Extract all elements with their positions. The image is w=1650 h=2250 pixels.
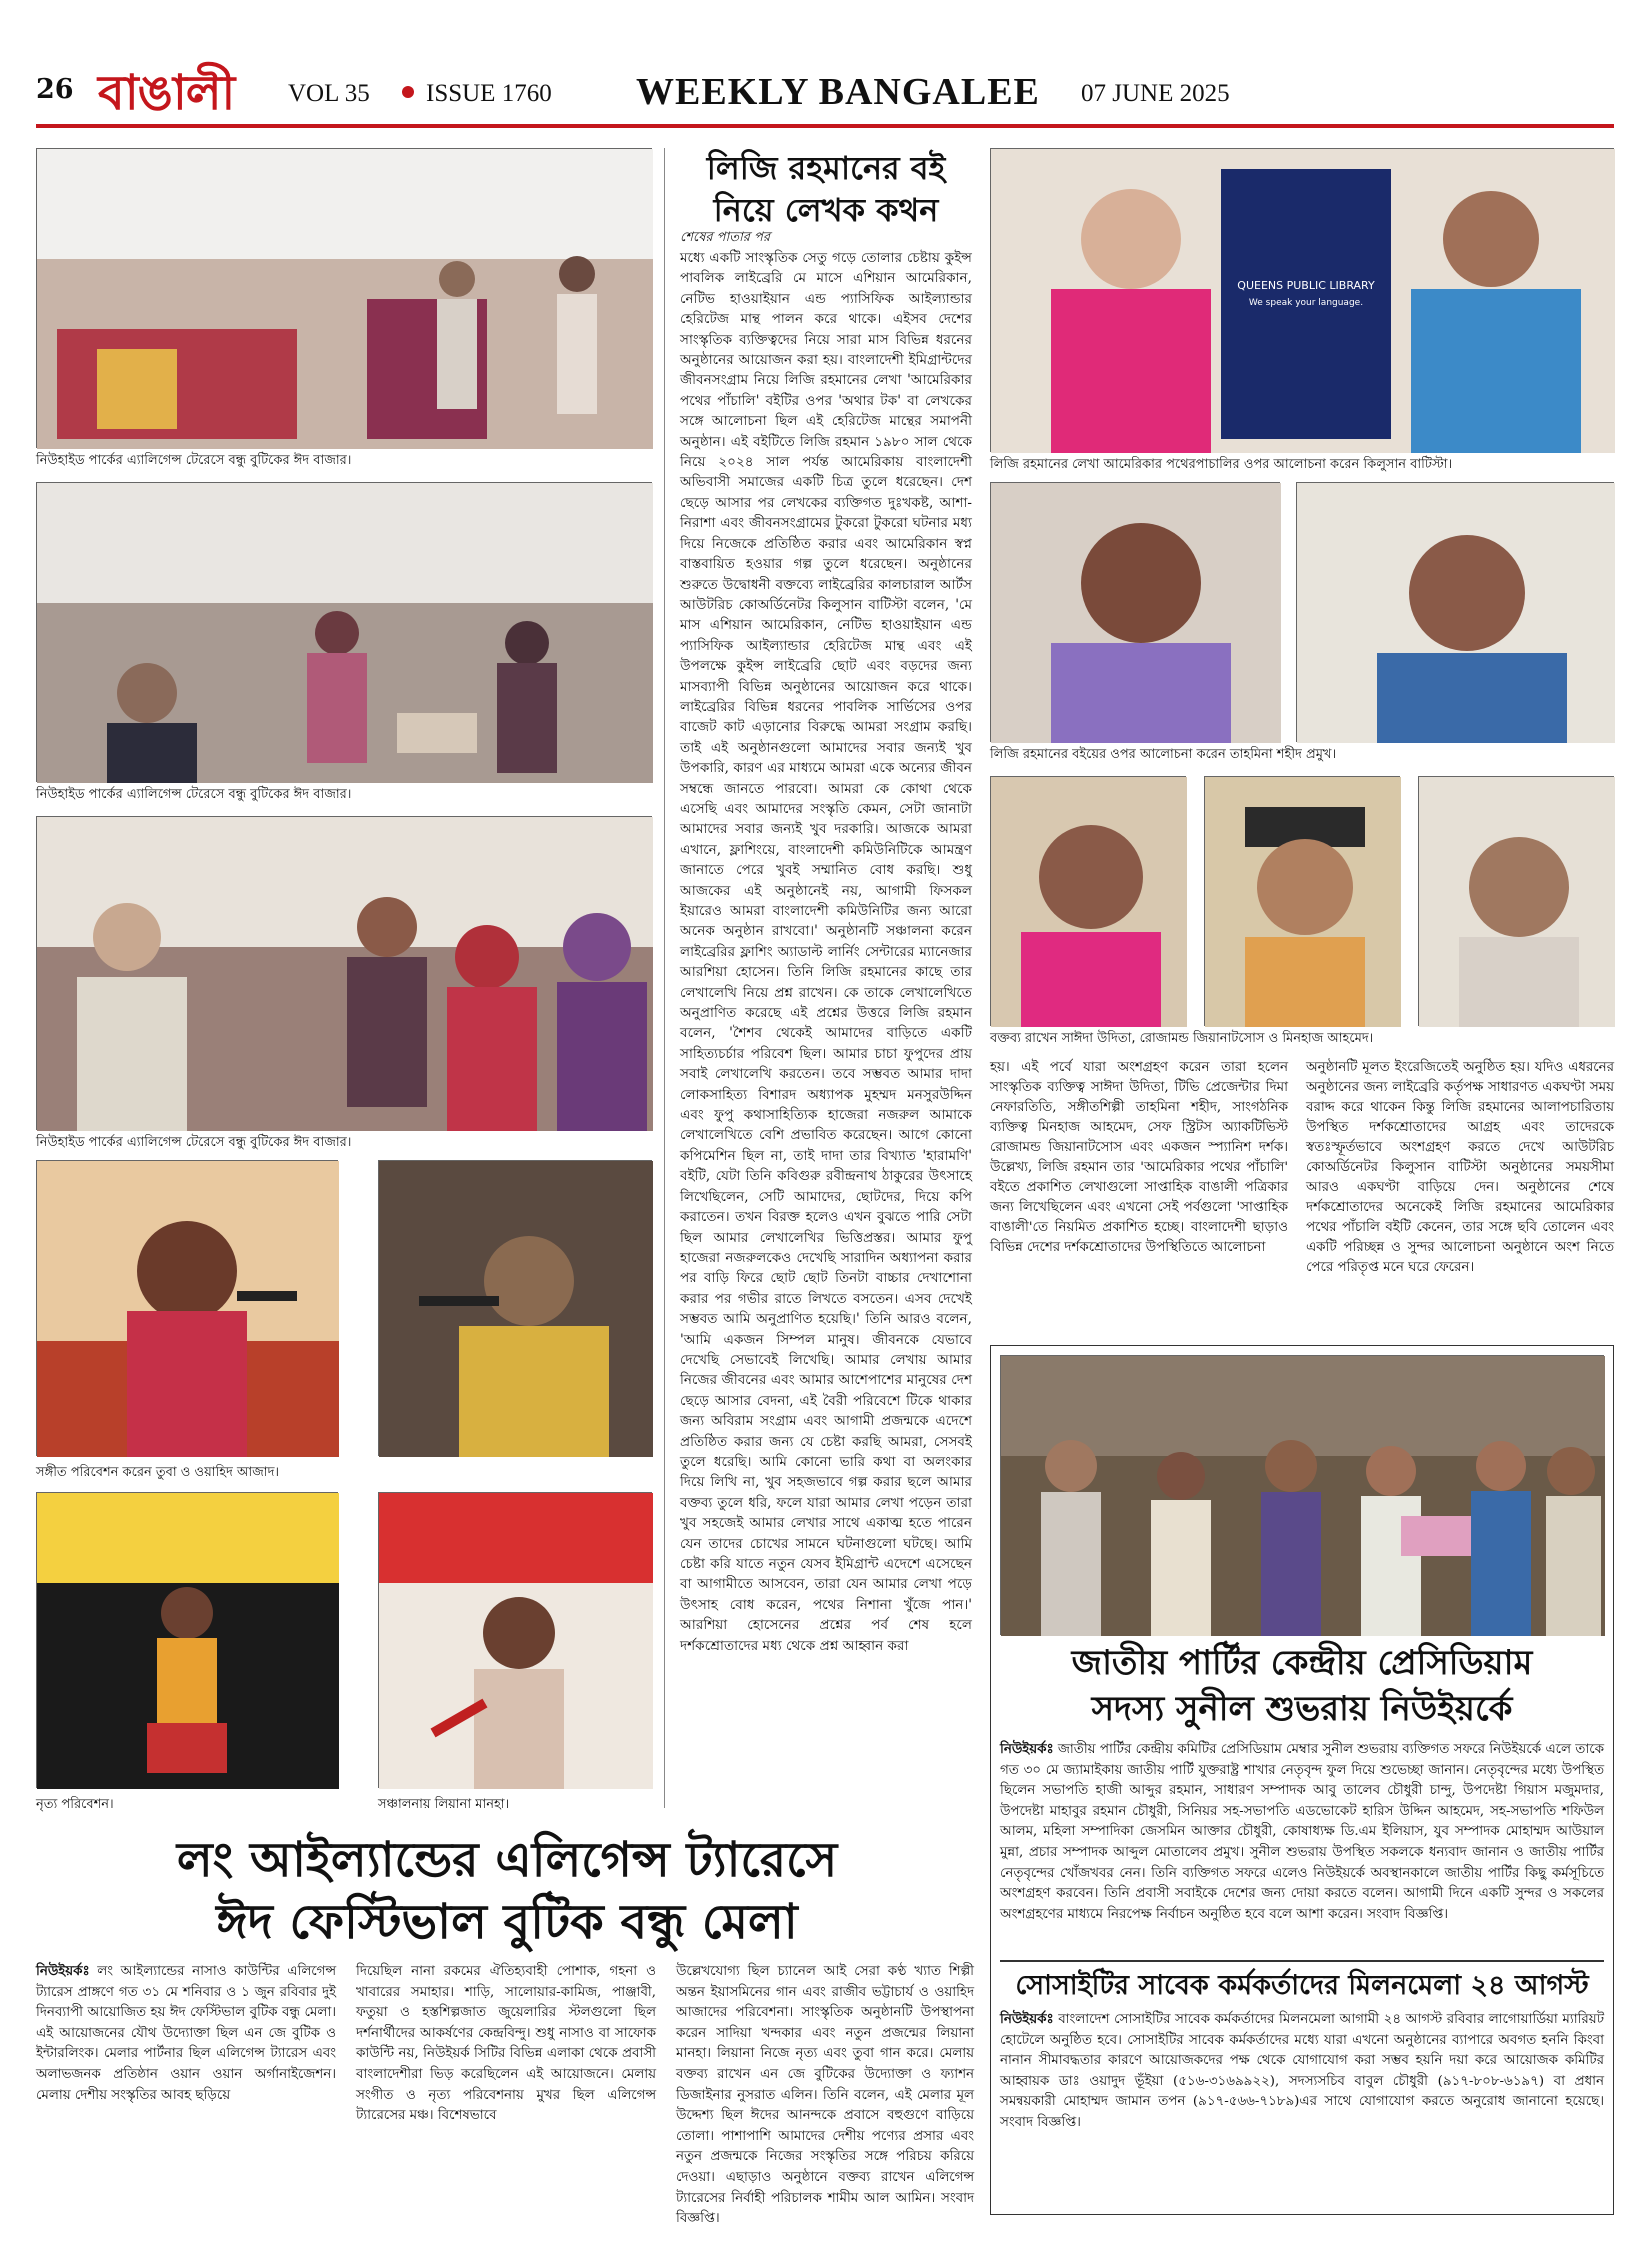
paper-title: WEEKLY BANGALEE	[636, 71, 1040, 113]
caption-boutique-3: নিউহাইড পার্কের এ্যালিগেন্স টেরেসে বন্ধু বুটিকের ঈদ বাজার।	[36, 1135, 352, 1150]
photo-library-talk-art	[991, 149, 1615, 453]
story-body-col2: দিয়েছিল নানা রকমের ঐতিহ্যবাহী পোশাক, গহনা ও খাবারের সমাহার। শাড়ি, সালোয়ার-কামিজ, পাঞ্জাবী, ফতুয়া ও হস্তশিল্পজাত জুয়েলারির স্টলগুলো ছিল দর্শনার্থীদের আকর্ষণের কেন্দ্রবিন্দু। শুধু নাসাও বা সাফোক কাউন্টি নয়, নিউইয়র্ক সিটির বিভিন্ন এলাকা থেকে প্রবাসী বাংলাদেশীরা ভিড় করেছিলেন এই আয়োজনে। মেলায় সংগীত ও নৃত্য পরিবেশনায় মুখর ছিল এলিগেন্স ট্যারেসের মঞ্চ। বিশেষভাবে	[356, 1964, 656, 2124]
issue-date: 07 JUNE 2025	[1081, 80, 1230, 107]
news-headline-line2: সদস্য সুনীল শুভরায় নিউইয়র্কে	[1091, 1689, 1513, 1729]
photo-boutique-1-art	[37, 149, 653, 449]
story-dateline: নিউইয়র্কঃ	[36, 1964, 90, 1979]
photo-boutique-2	[36, 482, 652, 782]
photo-host-liana	[378, 1492, 652, 1788]
news-headline-line1: জাতীয় পার্টির কেন্দ্রীয় প্রেসিডিয়াম	[1071, 1643, 1533, 1683]
photo-jatiya-party-art	[1001, 1356, 1605, 1636]
photo-rosamond-art	[1205, 777, 1401, 1027]
news-body-text: জাতীয় পার্টির কেন্দ্রীয় কমিটির প্রেসিডিয়াম মেম্বার সুনীল শুভরায় ব্যক্তিগত সফরে নিউইয়র্কে এলে তাকে গত ৩০ মে জ্যামাইকায় জাতীয় পার্টি যুক্তরাষ্ট্র শাখার নেতৃবৃন্দ ফুল দিয়ে শুভেচ্ছা জানান। নেতৃবৃন্দের মধ্যে উপস্থিত ছিলেন সভাপতি হাজী আব্দুর রহমান, সাধারণ সম্পাদক আবু তালেব চৌধুরী চান্দু, উপদেষ্টা গিয়াস মজুমদার, উপদেষ্টা মাহাবুর রহমান চৌধুরী, সিনিয়র সহ-সভাপতি এডভোকেট হারিস উদ্দিন আহমেদ, সহ-সভাপতি শফিউল আলম, মহিলা সম্পাদিকা জেসমিন আক্তার চৌধুরী, কোষাধ্যক্ষ ডি.এম ইলিয়াস, যুব সম্পাদক মোহাম্মদ আউয়াল মুন্না, প্রচার সম্পাদক আব্দুল মোতালেব প্রমুখ। সুনীল শুভরায় উপস্থিত সকলকে ধন্যবাদ জানান ও জাতীয় পার্টির নেতৃবৃন্দের খোঁজখবর নেন। তিনি ব্যক্তিগত সফরে এলেও নিউইয়র্কে অবস্থানকালে জাতীয় পার্টির কিছু কর্মসূচিতে অংশগ্রহণ করবেন। তিনি প্রবাসী সবাইকে দেশের জন্য দোয়া করতে বলেন। আগামী দিনে একটি সুন্দর ও সকলের অংশগ্রহণের মাধ্যমে নিরপেক্ষ নির্বাচন অনুষ্ঠিত হবে বলে আশা করেন। সংবাদ বিজ্ঞপ্তি।	[1000, 1742, 1604, 1922]
caption-tahmina: লিজি রহমানের বইয়ের ওপর আলোচনা করেন তাহমিনা শহীদ প্রমুখ।	[990, 747, 1337, 762]
story-body-col1	[36, 1962, 336, 2212]
caption-speakers: বক্তব্য রাখেন সাঈদা উদিতা, রোজামন্ড জিয়ানাটসোস ও মিনহাজ আহমেদ।	[990, 1031, 1374, 1046]
caption-host: সঞ্চালনায় লিয়ানা মানহা।	[378, 1797, 510, 1812]
photo-tahmina	[990, 482, 1280, 742]
volume-label: VOL 35	[288, 80, 370, 107]
photo-speaker-2-art	[1297, 483, 1615, 743]
story-col1-text: লং আইল্যান্ডের নাসাও কাউন্টির এলিগেন্স ট্যারেস প্রাঙ্গণে গত ৩১ মে শনিবার ও ১ জুন রবিবার দুই দিনব্যাপী আয়োজিত হয় ঈদ ফেস্টিভাল বুটিক বন্ধু মেলা। এই আয়োজনের যৌথ উদ্যোক্তা ছিল এন জে বুটিক ও ইন্টারলিংক। মেলার পার্টনার ছিল এলিগেন্স ট্যারেস এবং অলাভজনক প্রতিষ্ঠান ওয়ান ওয়ান অর্গানাইজেশন। মেলায় দেশীয় সংস্কৃতির আবহ ছড়িয়ে	[36, 1964, 336, 2103]
news-body	[1000, 1740, 1604, 1950]
newspaper-logo: বাঙালী	[98, 65, 235, 121]
continued-label: শেষের পাতার পর	[680, 230, 771, 245]
caption-singers: সঙ্গীত পরিবেশন করেন তুবা ও ওয়াহিদ আজাদ।	[36, 1465, 280, 1480]
article-body-col2: হয়। এই পর্বে যারা অংশগ্রহণ করেন তারা হলেন সাংস্কৃতিক ব্যক্তিত্ব সাঈদা উদিতা, টিভি প্রেজেন্টার দিমা নেফারতিতি, সঙ্গীতশিল্পী তাহমিনা শহীদ, সাংগঠনিক ব্যক্তিত্ব মিনহাজ আহমেদ, সেফ স্ট্রিটস অ্যাকটিভিস্ট রোজামন্ড জিয়ানাটসোস এবং একজন স্প্যানিশ দর্শক। উল্লেখ্য, লিজি রহমান তার 'আমেরিকার পথের পাঁচালি' বইতে প্রকাশিত লেখাগুলো সাপ্তাহিক বাঙালী পত্রিকার জন্য লিখেছিলেন এবং এখনো সেই পর্বগুলো 'সাপ্তাহিক বাঙালী'তে নিয়মিত প্রকাশিত হচ্ছে। বাংলাদেশী ছাড়াও বিভিন্ন দেশের দর্শকশ্রোতাদের উপস্থিতিতে আলোচনা	[990, 1060, 1288, 1255]
caption-dance: নৃত্য পরিবেশন।	[36, 1797, 114, 1812]
caption-boutique-1: নিউহাইড পার্কের এ্যালিগেন্স টেরেসে বন্ধু বুটিকের ঈদ বাজার।	[36, 453, 352, 468]
society-body	[1000, 2010, 1604, 2210]
society-dateline: নিউইয়র্কঃ	[1000, 2012, 1054, 2027]
story-headline-line1: লং আইল্যান্ডের এলিগেন্স ট্যারেসে	[176, 1832, 838, 1888]
society-rule	[1000, 1960, 1604, 1962]
photo-singer-tuba	[36, 1160, 338, 1456]
separator-dot-icon	[402, 86, 414, 98]
photo-minhaj-art	[1419, 777, 1615, 1027]
photo-library-talk	[990, 148, 1614, 452]
photo-host-liana-art	[379, 1493, 653, 1789]
photo-singer-wahid-art	[379, 1161, 653, 1457]
caption-boutique-2: নিউহাইড পার্কের এ্যালিগেন্স টেরেসে বন্ধু বুটিকের ঈদ বাজার।	[36, 787, 352, 802]
story-body-col3: উল্লেখযোগ্য ছিল চ্যানেল আই সেরা কণ্ঠ খ্যাত শিল্পী অন্তন ইয়াসমিনের গান এবং রাজীব ভট্টাচার্য ও ওয়াহিদ আজাদের পরিবেশনা। সাংস্কৃতিক অনুষ্ঠানটি উপস্থাপনা করেন সাদিয়া খন্দকার এবং নতুন প্রজন্মের লিয়ানা মানহা। লিয়ানা নিজে নৃত্য এবং তুবা গান করে। মেলায় বক্তব্য রাখেন এন জে বুটিকের উদ্যোক্তা ও ফ্যাশন ডিজাইনার নুসরাত এলিন। তিনি বলেন, এই মেলার মূল উদ্দেশ্য ছিল ঈদের আনন্দকে প্রবাসে বহুগুণে বাড়িয়ে তোলা। পাশাপাশি আমাদের দেশীয় পণ্যের প্রসার এবং নতুন প্রজন্মকে নিজের সংস্কৃতির সঙ্গে পরিচয় করিয়ে দেওয়া। এছাড়াও অনুষ্ঠানে বক্তব্য রাখেন এলিগেন্স ট্যারেসের নির্বাহী পরিচালক শামীম আল আমিন। সংবাদ বিজ্ঞপ্তি।	[676, 1964, 974, 2227]
article-title-line1: লিজি রহমানের বই	[706, 149, 946, 187]
photo-dance	[36, 1492, 338, 1788]
page-number: 26	[36, 74, 74, 105]
photo-singer-tuba-art	[37, 1161, 339, 1457]
article-body-col3: অনুষ্ঠানটি মূলত ইংরেজিতেই অনুষ্ঠিত হয়। যদিও এধরনের অনুষ্ঠানের জন্য লাইব্রেরি কর্তৃপক্ষ সাধারণত একঘণ্টা সময় বরাদ্দ করে থাকেন কিন্তু লিজি রহমানের আলাপচারিতায় উপস্থিত দর্শকশ্রোতাদের আগ্রহ এবং তাদেরকে স্বতঃস্ফূর্তভাবে অংশগ্রহণ করতে দেখে আউটরিচ কোঅর্ডিনেটর কিলুসান বাটিস্টা অনুষ্ঠানের সময়সীমা আরও একঘণ্টা বাড়িয়ে দেন। অনুষ্ঠানের শেষে দর্শকশ্রোতাদের অনেকেই লিজি রহমানের আমেরিকার পথের পাঁচালি বইটি কেনেন, তার সঙ্গে ছবি তোলেন এবং একটি পরিচ্ছন্ন ও সুন্দর আলোচনা অনুষ্ঠানে অংশ নিতে পেরে পরিতৃপ্ত মনে ঘরে ফেরেন।	[1306, 1060, 1614, 1275]
photo-rosamond	[1204, 776, 1400, 1026]
photo-boutique-2-art	[37, 483, 653, 783]
library-tagline-text: We speak your language.	[1248, 298, 1364, 308]
news-dateline: নিউইয়র্কঃ	[1000, 1742, 1054, 1757]
issue-label: ISSUE 1760	[426, 80, 552, 107]
photo-minhaj	[1418, 776, 1614, 1026]
photo-tahmina-art	[991, 483, 1281, 743]
library-sign-text: QUEENS PUBLIC LIBRARY	[1237, 279, 1375, 292]
caption-library-talk: লিজি রহমানের লেখা আমেরিকার পথেরপাচালির ওপর আলোচনা করেন কিলুসান বাটিস্টা।	[990, 457, 1453, 472]
article-body-main: মধ্যে একটি সাংস্কৃতিক সেতু গড়ে তোলার চেষ্টায় কুইন্স পাবলিক লাইব্রেরি মে মাসে এশিয়ান আমেরিকান, নেটিভ হাওয়াইয়ান এন্ড প্যাসিফিক আইল্যান্ডার হেরিটেজ মান্থ পালন করে থাকে। এইসব দেশের সাংস্কৃতিক ব্যক্তিত্বদের নিয়ে সারা মাস বিভিন্ন ধরনের অনুষ্ঠানের আয়োজন করা হয়। বাংলাদেশী ইমিগ্রান্টদের জীবনসংগ্রাম নিয়ে লিজি রহমানের লেখা 'আমেরিকার পথের পাঁচালি' বইটির ওপর 'অথার টক' বা লেখকের সঙ্গে আলোচনা ছিল এই হেরিটেজ মান্থের সমাপনী অনুষ্ঠান। এই বইটিতে লিজি রহমান ১৯৮০ সাল থেকে নিয়ে ২০২৪ সাল পর্যন্ত আমেরিকায় বাংলাদেশী অভিবাসী সমাজের একটি চিত্র তুলে ধরেছেন। দেশ ছেড়ে আসার পর লেখকের ব্যক্তিগত দুঃখকষ্ট, আশা-নিরাশা এবং জীবনসংগ্রামের টুকরো টুকরো ঘটনার মধ্য দিয়ে নিজেকে প্রতিষ্ঠিত করার এবং আমেরিকান স্বপ্ন বাস্তবায়িত হওয়ার গল্প তুলে ধরেছেন। অনুষ্ঠানের শুরুতে উদ্বোধনী বক্তব্যে লাইব্রেরির কালচারাল আর্টস আউটরিচ কোঅর্ডিনেটর কিলুসান বাটিস্টা বলেন, 'মে মাস এশিয়ান আমেরিকান, নেটিভ হাওয়াইয়ান এন্ড প্যাসিফিক আইল্যান্ডার হেরিটেজ মান্থ এবং এই উপলক্ষে কুইন্স লাইব্রেরি ছোট এবং বড়দের জন্য মাসব্যাপী বিভিন্ন অনুষ্ঠানের আয়োজন করে থাকে। লাইব্রেরির বিভিন্ন ধরনের পাবলিক সার্ভিসের ওপর বাজেট কাট এড়ানোর বিরুদ্ধে আমরা সংগ্রাম করছি। তাই এই অনুষ্ঠানগুলো আমাদের সবার জন্যই খুব উপকারি, কারণ এর মাধ্যমে আমরা একে অন্যের জীবন সম্বন্ধে জানতে পারবো। আমরা কে কোথা থেকে এসেছি এবং আমাদের সংস্কৃতি কেমন, সেটা জানাটা আমাদের সবার জন্যই খুব দরকারি। আজকে আমরা এখানে, ফ্লাশিংয়ে, বাংলাদেশী কমিউনিটিকে আমন্ত্রণ জানাতে পেরে খুবই সম্মানিত বোধ করছি। শুধু আজকের এই অনুষ্ঠানেই নয়, আগামী ফিসকল ইয়ারেও আমরা বাংলাদেশী কমিউনিটির জন্য আরো অনেক অনুষ্ঠান রাখবো।' অনুষ্ঠানটি সঞ্চালনা করেন লাইব্রেরির ফ্লাশিং অ্যাডাল্ট লার্নিং সেন্টারের ম্যানেজার আরশিয়া হোসেন। তিনি লিজি রহমানের কাছে তার লেখালেখি নিয়ে প্রশ্ন রাখেন। কে তাকে লেখালেখিতে অনুপ্রাণিত করেছে এই প্রশ্নের উত্তরে লিজি রহমান বলেন, 'শৈশব থেকেই আমাদের বাড়িতে একটি সাহিত্যচর্চার পরিবেশ ছিল। আমার চাচা ফুপুদের প্রায় সবাই লেখালেখি করতেন। তবে সম্ভবত আমার দাদা লোকসাহিত্য বিশারদ অধ্যাপক মুহম্মদ মনসুরউদ্দিন এবং ফুপু কথাসাহিত্যিক হাজেরা নজরুল আমাকে লেখালেখিতে বেশি প্রভাবিত করেছেন। আগে কোনো কপিমেশিন ছিল না, তাই দাদা তার বিখ্যাত 'হারামণি' বইটি, যেটা তিনি কবিগুরু রবীন্দ্রনাথ ঠাকুরের উৎসাহে লিখেছিলেন, সেটি আমাদের, ছোটদের, দিয়ে কপি করাতেন। তখন বিরক্ত হলেও এখন বুঝতে পারি সেটা ছিল আমার লেখালেখির ভিত্তিপ্রস্তর। আমার ফুপু হাজেরা নজরুলকেও দেখেছি সারাদিন অধ্যাপনা করার পর বাড়ি ফিরে ছোট ছোট তিনটা বাচ্চার দেখাশোনা করার পর গভীর রাতে লিখতে বসতেন। এসব দেখেই সম্ভবত আমি অনুপ্রাণিত হয়েছি।' তিনি আরও বলেন, 'আমি একজন সিম্পল মানুষ। জীবনকে যেভাবে দেখেছি সেভাবেই লিখেছি। আমার লেখায় আমার নিজের জীবনের এবং আমার আশেপাশের মানুষের দেশ ছেড়ে আসার বেদনা, এই বৈরী পরিবেশে টিকে থাকার জন্য অবিরাম সংগ্রাম এবং আগামী প্রজন্মকে এদেশে প্রতিষ্ঠিত করার জন্য যে চেষ্টা করছি আমরা, সেসবই তুলে ধরেছি। আমি কোনো ভারি কথা বা অলংকার দিয়ে লিখি না, খুব সহজভাবে গল্প করার ছলে আমার বক্তব্য তুলে ধরি, ফলে যারা আমার লেখা পড়েন তারা খুব সহজেই আমার লেখার সাথে একাত্ম হতে পারেন যেন তাদের চোখের সামনে ঘটনাগুলো ঘটছে। আমি চেষ্টা করি যাতে নতুন যেসব ইমিগ্রান্ট এদেশে এসেছেন বা আগামীতে আসবেন, তারা যেন আমার লেখা পড়ে উৎসাহ বোধ করেন, পথের নিশানা খুঁজে পান।' আরশিয়া হোসেনের প্রশ্নের পর্ব শেষ হলে দর্শকশ্রোতাদের মধ্য থেকে প্রশ্ন আহ্বান করা	[680, 250, 972, 1654]
photo-boutique-1	[36, 148, 652, 448]
photo-boutique-3	[36, 816, 652, 1130]
photo-saeeda	[990, 776, 1186, 1026]
photo-saeeda-art	[991, 777, 1187, 1027]
society-body-text: বাংলাদেশ সোসাইটির সাবেক কর্মকর্তাদের মিলনমেলা আগামী ২৪ আগস্ট রবিবার লাগোয়ার্ডিয়া ম্যারিয়ট হোটেলে অনুষ্ঠিত হবে। সোসাইটির সাবেক কর্মকর্তাদের মধ্যে যারা এখনো অনুষ্ঠানের ব্যাপারে অবগত হননি কিংবা নানান সীমাবদ্ধতার কারণে আয়োজকদের পক্ষ থেকে যোগাযোগ করা সম্ভব হয়নি দয়া করে আয়োজক কমিটির আহ্বায়ক ডাঃ ওয়াদুদ ভূঁইয়া (৫১৬-৩১৬৯৯২২), সদস্যসচিব বাবুল চৌধুরী (৯১৭-৮০৮-৬১৯৭) বা প্রধান সমন্বয়কারী মোহাম্মদ জামান তপন (৯১৭-৫৬৬-৭১৮৯)এর সাথে যোগাযোগ করতে অনুরোধ জানানো হয়েছে। সংবাদ বিজ্ঞপ্তি।	[1000, 2012, 1604, 2130]
masthead	[36, 66, 1614, 124]
photo-boutique-3-art	[37, 817, 653, 1131]
story-headline-line2: ঈদ ফেস্টিভাল বুটিক বন্ধু মেলা	[216, 1894, 798, 1950]
photo-speaker-2	[1296, 482, 1614, 742]
photo-jatiya-party	[1000, 1355, 1604, 1635]
article-title-line2: নিয়ে লেখক কথন	[713, 191, 939, 229]
photo-dance-art	[37, 1493, 339, 1789]
header-rule	[36, 124, 1614, 128]
photo-singer-wahid	[378, 1160, 652, 1456]
society-headline: সোসাইটির সাবেক কর্মকর্তাদের মিলনমেলা ২৪ আগস্ট	[1015, 1970, 1589, 2001]
column-divider	[664, 148, 665, 1808]
